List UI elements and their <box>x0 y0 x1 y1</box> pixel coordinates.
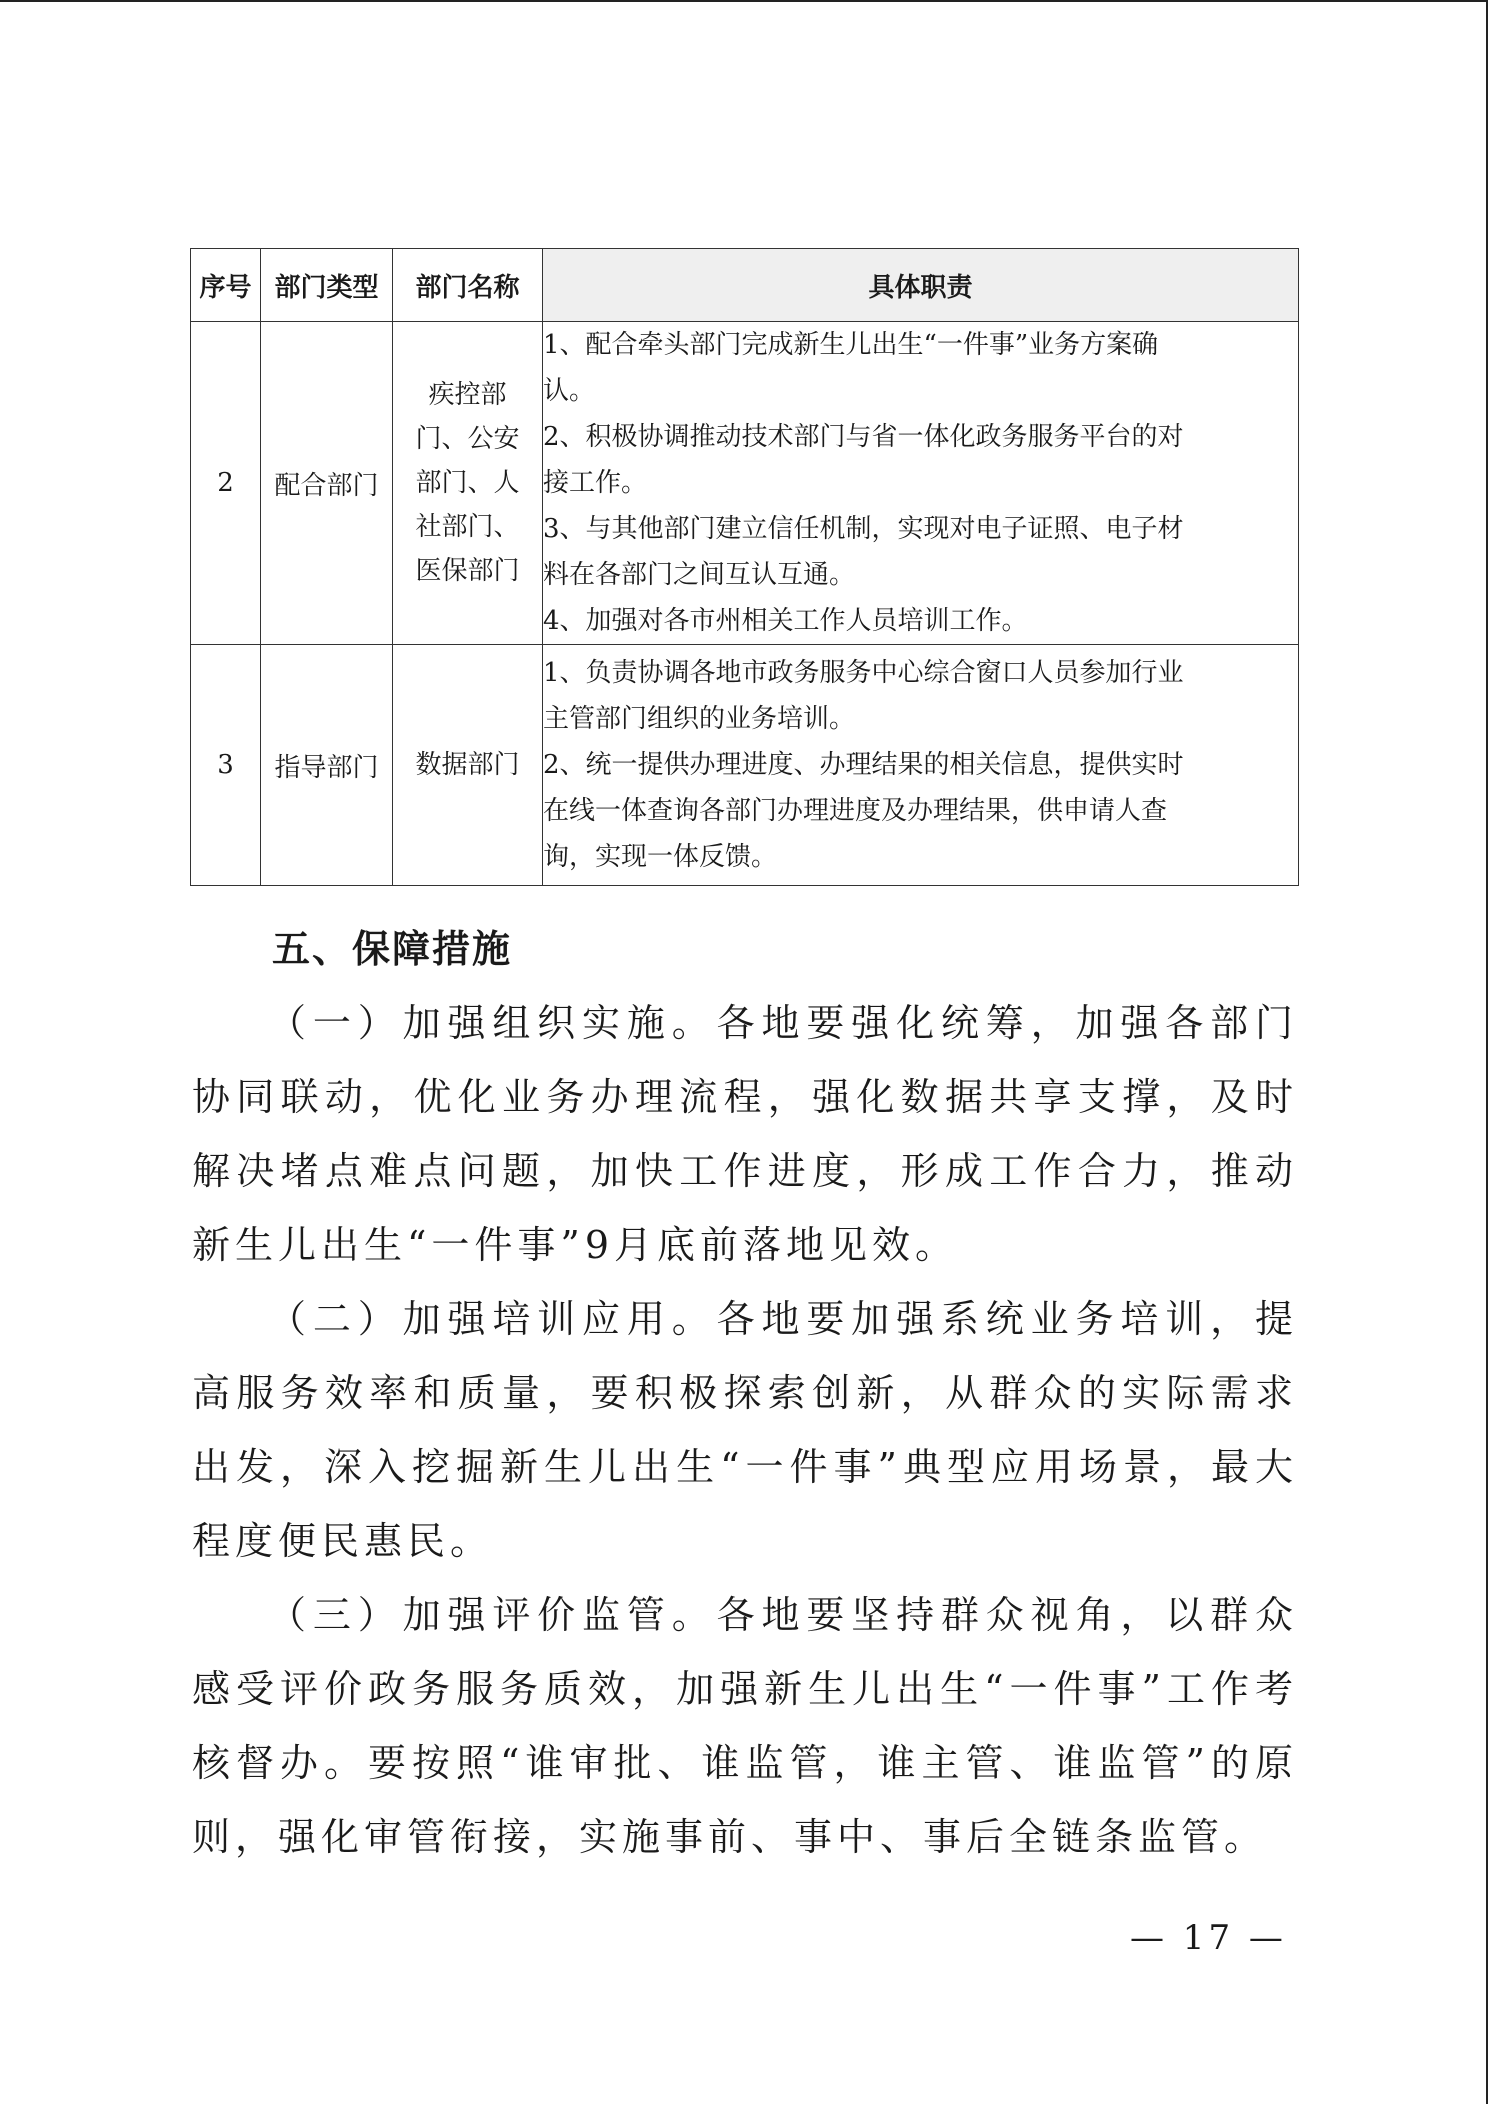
duty-line: 主管部门组织的业务培训。 <box>543 704 856 734</box>
cell-seq: 2 <box>191 322 261 645</box>
duty-line: 2、积极协调推动技术部门与省一体化政务服务平台的对 <box>543 422 1184 452</box>
dept-name-line: 数据部门 <box>415 750 520 780</box>
page-number: — 17 — <box>1130 1918 1287 1958</box>
table-row <box>191 322 1299 645</box>
cell-dept-name <box>393 645 543 886</box>
header-seq: 序号 <box>191 249 261 322</box>
cell-dept-type: 配合部门 <box>261 322 393 645</box>
cell-dept-name <box>393 322 543 645</box>
duty-line: 认。 <box>543 376 596 406</box>
page-top-border <box>0 0 1488 2</box>
cell-duties <box>543 322 1299 645</box>
table-header-row <box>191 249 1299 322</box>
duty-line: 在线一体查询各部门办理进度及办理结果，供申请人查 <box>543 796 1168 826</box>
paragraph-supervision: （三）加强评价监管。各地要坚持群众视角，以群众感受评价政务服务质效，加强新生儿出生“一件事”工作考核督办。要按照“谁审批、谁监管，谁主管、谁监管”的原则，强化审管衔接，实施事前、事中、事后全链条监管。 <box>192 1593 1298 1859</box>
dept-name-line: 医保部门 <box>415 556 520 586</box>
cell-duties <box>543 645 1299 886</box>
section-heading: 五、保障措施 <box>272 927 513 971</box>
dept-name-line: 社部门、 <box>415 512 520 542</box>
duty-line: 2、统一提供办理进度、办理结果的相关信息，提供实时 <box>543 750 1184 780</box>
duty-line: 4、加强对各市州相关工作人员培训工作。 <box>543 606 1028 636</box>
duty-line: 询，实现一体反馈。 <box>543 842 778 872</box>
header-dept-type: 部门类型 <box>261 249 393 322</box>
duty-line: 料在各部门之间互认互通。 <box>543 560 856 590</box>
cell-dept-type: 指导部门 <box>261 645 393 886</box>
department-duty-table <box>190 248 1299 886</box>
table-row <box>191 645 1299 886</box>
paragraph-organization: （一）加强组织实施。各地要强化统筹，加强各部门协同联动，优化业务办理流程，强化数据共享支撑，及时解决堵点难点问题，加快工作进度，形成工作合力，推动新生儿出生“一件事”9月底前落地见效。 <box>192 1001 1298 1267</box>
duty-line: 1、配合牵头部门完成新生儿出生“一件事”业务方案确 <box>543 330 1159 360</box>
cell-seq: 3 <box>191 645 261 886</box>
dept-name-line: 门、公安 <box>415 424 520 454</box>
dept-name-line: 疾控部 <box>428 380 507 410</box>
duty-line: 1、负责协调各地市政务服务中心综合窗口人员参加行业 <box>543 658 1184 688</box>
duty-line: 3、与其他部门建立信任机制，实现对电子证照、电子材 <box>543 514 1184 544</box>
header-dept-name: 部门名称 <box>393 249 543 322</box>
paragraph-training: （二）加强培训应用。各地要加强系统业务培训，提高服务效率和质量，要积极探索创新，从群众的实际需求出发，深入挖掘新生儿出生“一件事”典型应用场景，最大程度便民惠民。 <box>192 1297 1298 1563</box>
header-duties: 具体职责 <box>543 249 1299 322</box>
duty-line: 接工作。 <box>543 468 648 498</box>
dept-name-line: 部门、人 <box>415 468 520 498</box>
